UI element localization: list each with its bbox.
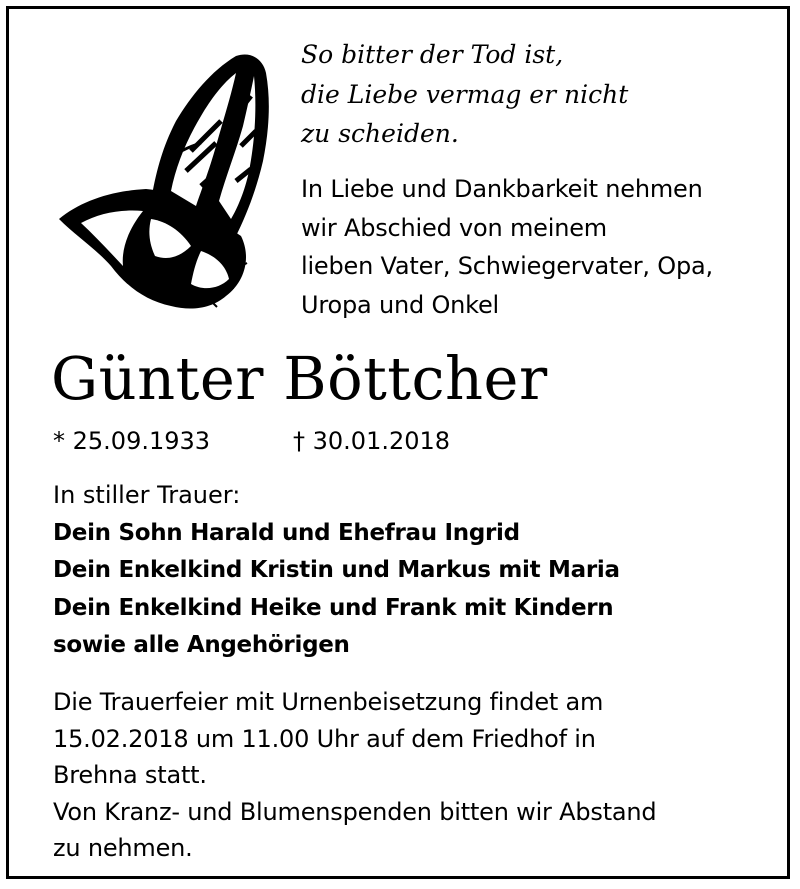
memorial-quote <box>301 35 771 154</box>
obituary-notice <box>6 6 790 879</box>
service-line: Von Kranz- und Blumenspenden bitten wir Abstand <box>53 797 657 826</box>
service-line: Brehna statt. <box>53 761 207 789</box>
farewell-line: lieben Vater, Schwiegervater, Opa, <box>301 252 713 280</box>
farewell-line: Uropa und Onkel <box>301 290 500 319</box>
farewell-line: wir Abschied von meinem <box>301 213 607 242</box>
mourners-section <box>53 477 773 665</box>
quote-line: die Liebe vermag er nicht <box>301 79 629 109</box>
death-date: † 30.01.2018 <box>293 427 451 455</box>
service-line: 15.02.2018 um 11.00 Uhr auf dem Friedhof in <box>53 724 596 753</box>
mourner-entry: sowie alle Angehörigen <box>53 632 350 658</box>
service-details <box>53 684 773 867</box>
service-line: zu nehmen. <box>53 834 193 862</box>
mourners-label: In stiller Trauer: <box>53 481 241 509</box>
birth-date: * 25.09.1933 <box>53 427 211 455</box>
farewell-text <box>301 170 781 324</box>
farewell-line: In Liebe und Dankbarkeit nehmen <box>301 175 703 203</box>
praying-hands-icon <box>51 51 281 316</box>
service-line: Die Trauerfeier mit Urnenbeisetzung findet am <box>53 688 604 716</box>
life-dates <box>53 423 451 459</box>
deceased-name: Günter Böttcher <box>51 344 548 413</box>
quote-line: zu scheiden. <box>301 119 459 148</box>
mourner-entry: Dein Sohn Harald und Ehefrau Ingrid <box>53 519 520 546</box>
quote-line: So bitter der Tod ist, <box>301 40 564 69</box>
mourner-entry: Dein Enkelkind Kristin und Markus mit Maria <box>53 557 620 583</box>
mourner-entry: Dein Enkelkind Heike und Frank mit Kindern <box>53 594 614 621</box>
